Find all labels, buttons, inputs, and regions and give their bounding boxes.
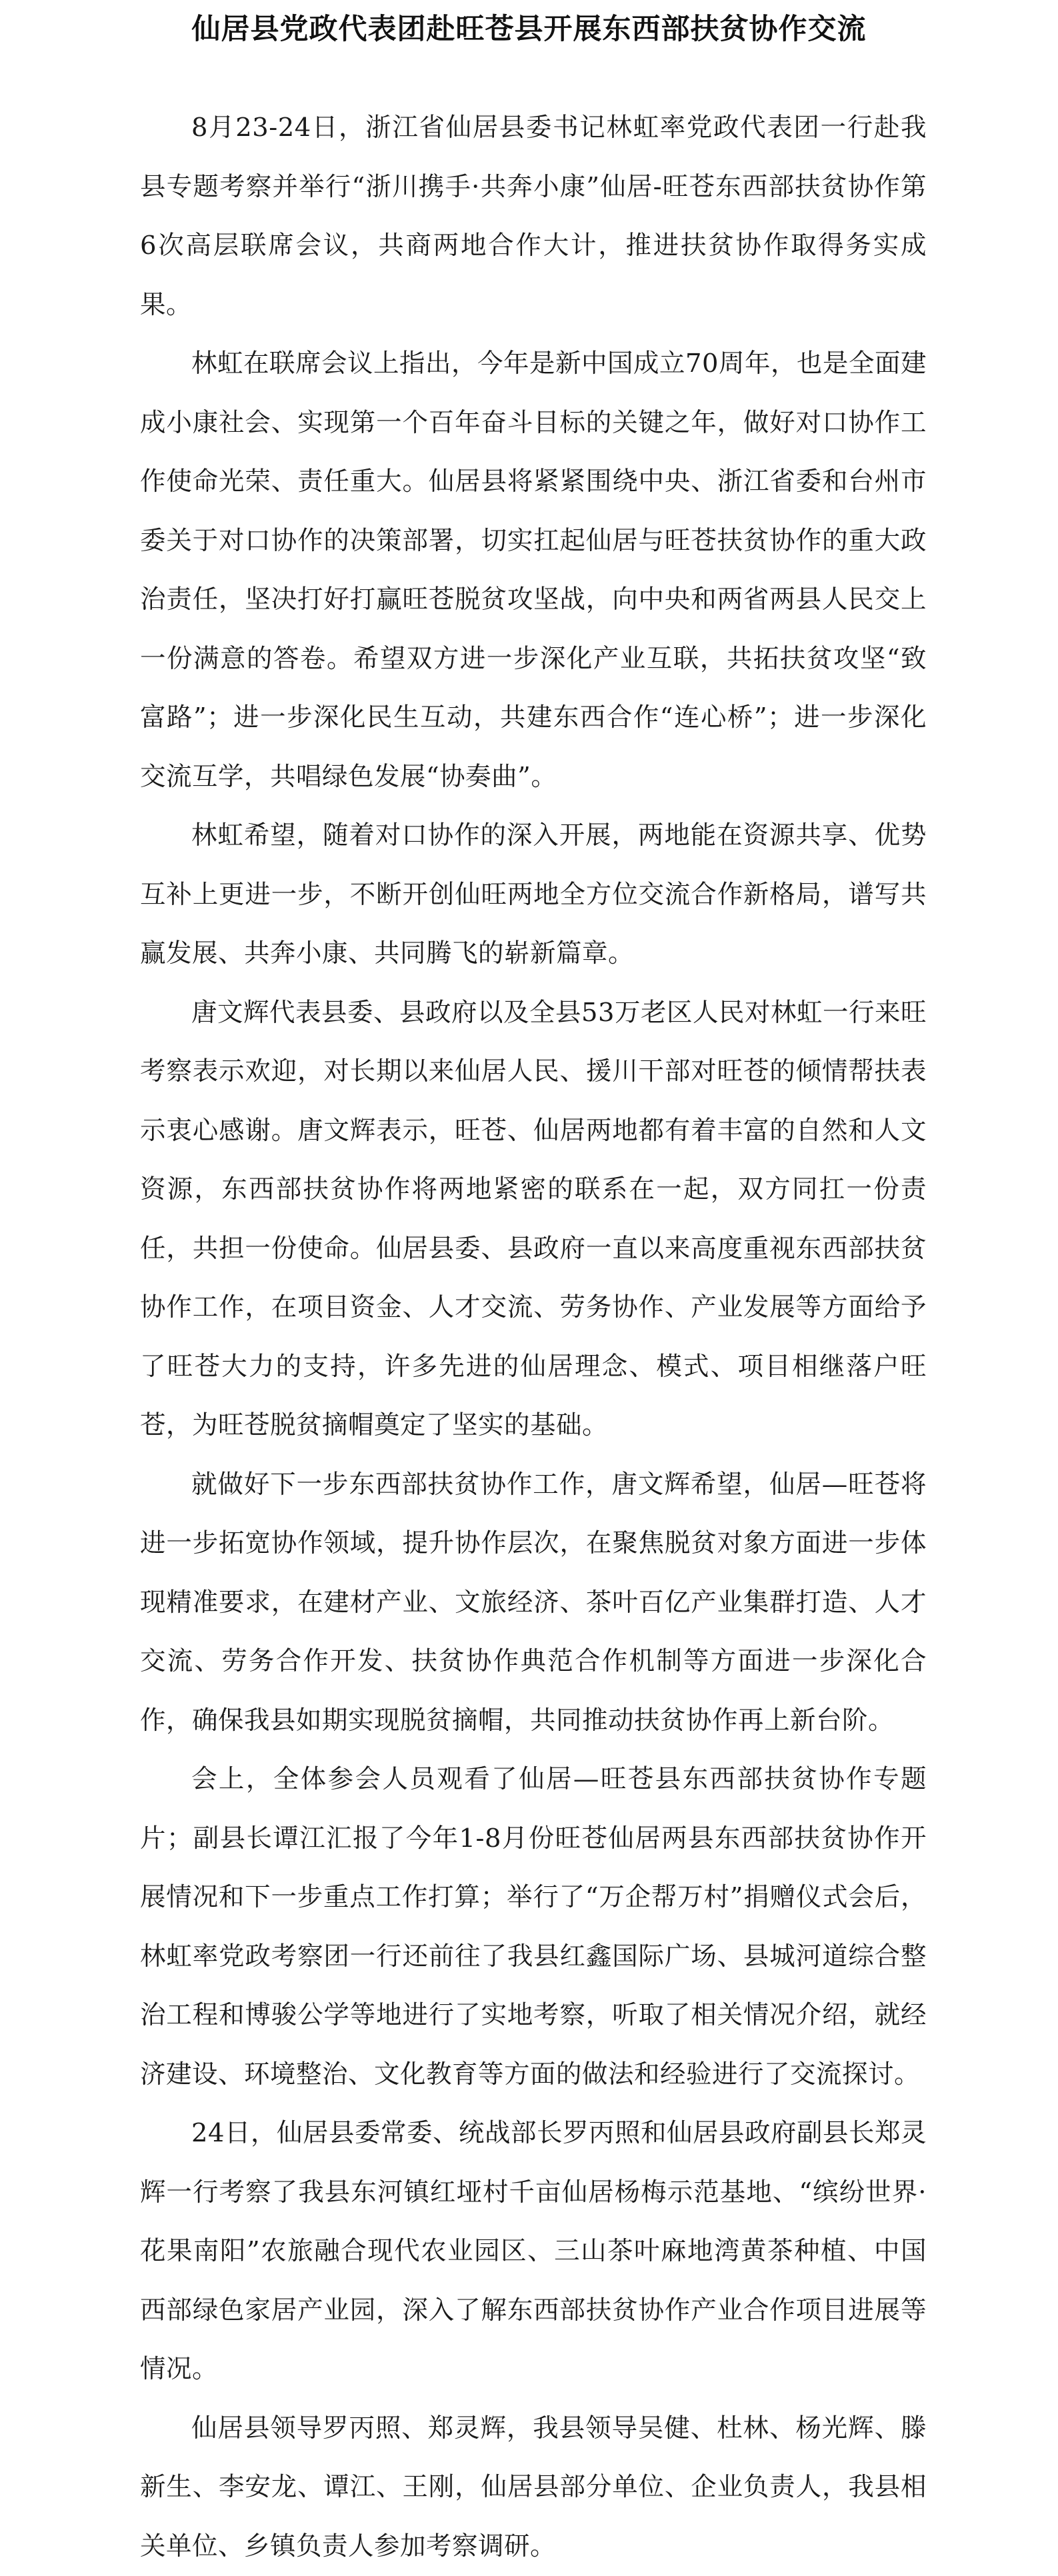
article-paragraph-4: 唐文辉代表县委、县政府以及全县53万老区人民对林虹一行来旺考察表示欢迎，对长期以来仙居人民、援川干部对旺苍的倾情帮扶表示衷心感谢。唐文辉表示，旺苍、仙居两地都有着丰富的自然和人文资源，东西部扶贫协作将两地紧密的联系在一起，双方同扛一份责任，共担一份使命。仙居县委、县政府一直以来高度重视东西部扶贫协作工作，在项目资金、人才交流、劳务协作、产业发展等方面给予了旺苍大力的支持，许多先进的仙居理念、模式、项目相继落户旺苍，为旺苍脱贫摘帽奠定了坚实的基础。 bbox=[140, 984, 927, 1456]
article-paragraph-1: 8月23-24日，浙江省仙居县委书记林虹率党政代表团一行赴我县专题考察并举行“浙川携手·共奔小康”仙居-旺苍东西部扶贫协作第6次高层联席会议，共商两地合作大计，推进扶贫协作取得务实成果。 bbox=[140, 99, 927, 335]
article-body bbox=[140, 99, 927, 2576]
article-paragraph-2: 林虹在联席会议上指出，今年是新中国成立70周年，也是全面建成小康社会、实现第一个百年奋斗目标的关键之年，做好对口协作工作使命光荣、责任重大。仙居县将紧紧围绕中央、浙江省委和台州市委关于对口协作的决策部署，切实扛起仙居与旺苍扶贫协作的重大政治责任，坚决打好打赢旺苍脱贫攻坚战，向中央和两省两县人民交上一份满意的答卷。希望双方进一步深化产业互联，共拓扶贫攻坚“致富路”；进一步深化民生互动，共建东西合作“连心桥”；进一步深化交流互学，共唱绿色发展“协奏曲”。 bbox=[140, 335, 927, 806]
article-paragraph-5: 就做好下一步东西部扶贫协作工作，唐文辉希望，仙居—旺苍将进一步拓宽协作领域，提升协作层次，在聚焦脱贫对象方面进一步体现精准要求，在建材产业、文旅经济、茶叶百亿产业集群打造、人才交流、劳务合作开发、扶贫协作典范合作机制等方面进一步深化合作，确保我县如期实现脱贫摘帽，共同推动扶贫协作再上新台阶。 bbox=[140, 1456, 927, 1751]
article-title: 仙居县党政代表团赴旺苍县开展东西部扶贫协作交流 bbox=[0, 9, 1058, 49]
article-paragraph-8: 仙居县领导罗丙照、郑灵辉，我县领导吴健、杜林、杨光辉、滕新生、李安龙、谭江、王刚，仙居县部分单位、企业负责人，我县相关单位、乡镇负责人参加考察调研。 bbox=[140, 2399, 927, 2576]
article-paragraph-7: 24日，仙居县委常委、统战部长罗丙照和仙居县政府副县长郑灵辉一行考察了我县东河镇红垭村千亩仙居杨梅示范基地、“缤纷世界·花果南阳”农旅融合现代农业园区、三山茶叶麻地湾黄茶种植、中国西部绿色家居产业园，深入了解东西部扶贫协作产业合作项目进展等情况。 bbox=[140, 2104, 927, 2399]
article-paragraph-3: 林虹希望，随着对口协作的深入开展，两地能在资源共享、优势互补上更进一步，不断开创仙旺两地全方位交流合作新格局，谱写共赢发展、共奔小康、共同腾飞的崭新篇章。 bbox=[140, 806, 927, 984]
article-paragraph-6: 会上，全体参会人员观看了仙居—旺苍县东西部扶贫协作专题片；副县长谭江汇报了今年1-8月份旺苍仙居两县东西部扶贫协作开展情况和下一步重点工作打算；举行了“万企帮万村”捐赠仪式会后，林虹率党政考察团一行还前往了我县红鑫国际广场、县城河道综合整治工程和博骏公学等地进行了实地考察，听取了相关情况介绍，就经济建设、环境整治、文化教育等方面的做法和经验进行了交流探讨。 bbox=[140, 1750, 927, 2104]
